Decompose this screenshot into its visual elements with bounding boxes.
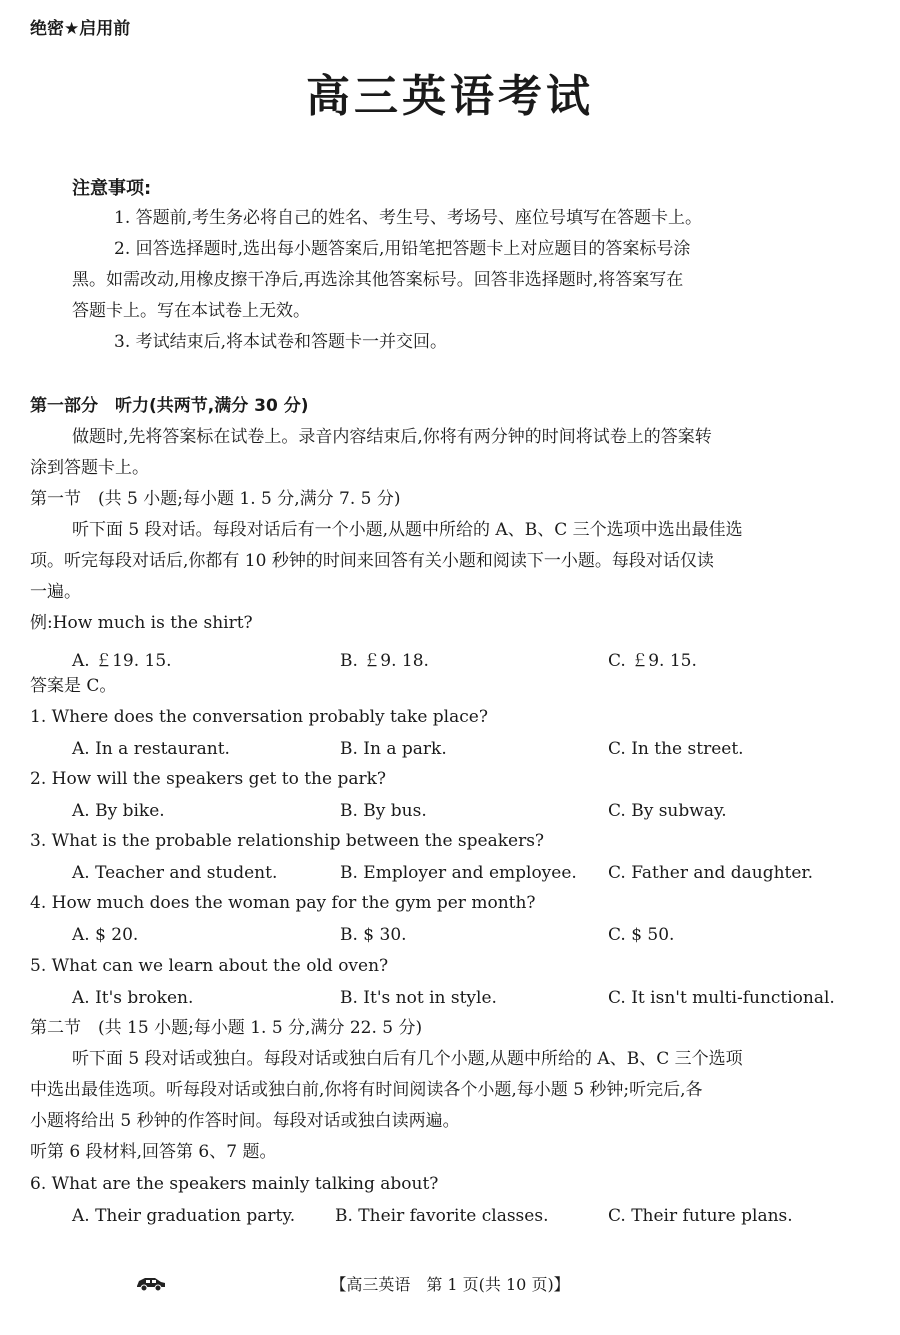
q2-option-c: C. By subway. xyxy=(608,801,727,821)
question-5: 5. What can we learn about the old oven? xyxy=(30,956,389,976)
q6-option-c: C. Their future plans. xyxy=(608,1206,793,1226)
notes-line-4: 答题卡上。写在本试卷上无效。 xyxy=(72,301,310,321)
q3-option-b: B. Employer and employee. xyxy=(340,863,577,883)
example-option-c: C. ￡9. 15. xyxy=(608,651,697,671)
example-option-a: A. ￡19. 15. xyxy=(72,651,172,671)
example-answer: 答案是 C。 xyxy=(30,676,117,696)
question-1: 1. Where does the conversation probably take place? xyxy=(30,707,488,727)
section1-heading: 第一节 (共 5 小题;每小题 1. 5 分,满分 7. 5 分) xyxy=(30,489,401,509)
page-footer: 【高三英语 第 1 页(共 10 页)】 xyxy=(330,1275,570,1294)
q5-option-b: B. It's not in style. xyxy=(340,988,497,1008)
q1-option-c: C. In the street. xyxy=(608,739,744,759)
notes-line-2: 2. 回答选择题时,选出每小题答案后,用铅笔把答题卡上对应题目的答案标号涂 xyxy=(114,239,691,259)
notes-line-3: 黑。如需改动,用橡皮擦干净后,再选涂其他答案标号。回答非选择题时,将答案写在 xyxy=(72,270,684,290)
confidential-mark: 绝密★启用前 xyxy=(30,19,131,39)
section2-intro-3: 小题将给出 5 秒钟的作答时间。每段对话或独白读两遍。 xyxy=(30,1111,460,1131)
q4-option-c: C. $ 50. xyxy=(608,925,675,945)
page-title: 高三英语考试 xyxy=(306,71,594,122)
section1-intro-1: 听下面 5 段对话。每段对话后有一个小题,从题中所给的 A、B、C 三个选项中选出最佳选 xyxy=(72,520,743,540)
question-3: 3. What is the probable relationship between the speakers? xyxy=(30,831,545,851)
section2-intro-2: 中选出最佳选项。听每段对话或独白前,你将有时间阅读各个小题,每小题 5 秒钟;听完后,各 xyxy=(30,1080,703,1100)
question-4: 4. How much does the woman pay for the gym per month? xyxy=(30,893,536,913)
example-question: 例:How much is the shirt? xyxy=(30,613,253,633)
q2-option-a: A. By bike. xyxy=(72,801,165,821)
section2-heading: 第二节 (共 15 小题;每小题 1. 5 分,满分 22. 5 分) xyxy=(30,1018,423,1038)
q1-option-b: B. In a park. xyxy=(340,739,447,759)
section1-intro-2: 项。听完每段对话后,你都有 10 秒钟的时间来回答有关小题和阅读下一小题。每段对话仅读 xyxy=(30,551,714,571)
material-6-instruction: 听第 6 段材料,回答第 6、7 题。 xyxy=(30,1142,277,1162)
part1-heading: 第一部分 听力(共两节,满分 30 分) xyxy=(30,396,309,416)
q3-option-c: C. Father and daughter. xyxy=(608,863,814,883)
example-option-b: B. ￡9. 18. xyxy=(340,651,429,671)
q4-option-b: B. $ 30. xyxy=(340,925,407,945)
q6-option-b: B. Their favorite classes. xyxy=(335,1206,549,1226)
section1-intro-3: 一遍。 xyxy=(30,582,81,602)
q3-option-a: A. Teacher and student. xyxy=(72,863,278,883)
q5-option-a: A. It's broken. xyxy=(72,988,194,1008)
q1-option-a: A. In a restaurant. xyxy=(72,739,230,759)
notes-line-5: 3. 考试结束后,将本试卷和答题卡一并交回。 xyxy=(114,332,448,352)
notes-line-1: 1. 答题前,考生务必将自己的姓名、考生号、考场号、座位号填写在答题卡上。 xyxy=(114,208,703,228)
q4-option-a: A. $ 20. xyxy=(72,925,139,945)
part1-intro-1: 做题时,先将答案标在试卷上。录音内容结束后,你将有两分钟的时间将试卷上的答案转 xyxy=(72,427,712,447)
part1-intro-2: 涂到答题卡上。 xyxy=(30,458,149,478)
question-6: 6. What are the speakers mainly talking about? xyxy=(30,1174,439,1194)
q6-option-a: A. Their graduation party. xyxy=(72,1206,296,1226)
q5-option-c: C. It isn't multi-functional. xyxy=(608,988,835,1008)
section2-intro-1: 听下面 5 段对话或独白。每段对话或独白后有几个小题,从题中所给的 A、B、C 三个选项 xyxy=(72,1049,743,1069)
q2-option-b: B. By bus. xyxy=(340,801,427,821)
question-2: 2. How will the speakers get to the park? xyxy=(30,769,387,789)
notes-title: 注意事项: xyxy=(72,178,152,199)
